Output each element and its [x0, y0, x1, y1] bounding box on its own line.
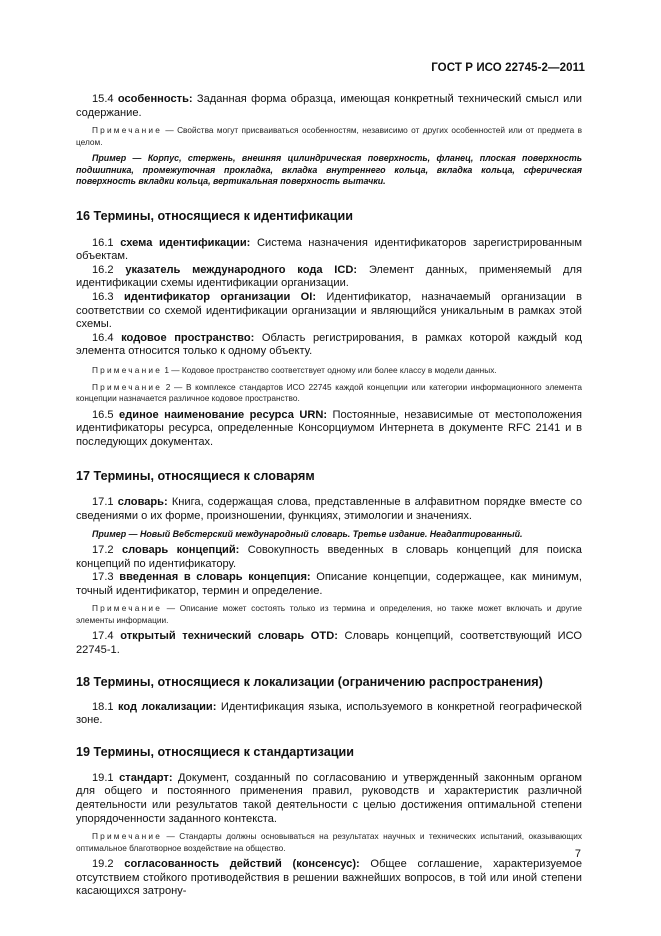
note-16-4-2: Примечание 2 — В комплексе стандартов ИСО 22745 каждой концепции или категории информационного элемента концепции назначается различное кодовое пространство.: [76, 381, 582, 404]
term-19-2: 19.2 согласованность действий (консенсус): Общее соглашение, характеризуемое отсутствием стойкого противодействия в решении важнейших вопросов, в той или иной степени касающихся затрону-: [76, 858, 582, 898]
term-16-4: 16.4 кодовое пространство: Область регистрирования, в рамках которой каждый код элемента относится только к одному объекту.: [76, 331, 582, 358]
term-16-3: 16.3 идентификатор организации OI: Идентификатор, назначаемый организации в соответствии со схемой идентификации организации и являющийся уникальным в рамках этой схемы.: [76, 291, 582, 331]
term-15-4: 15.4 особенность: Заданная форма образца, имеющая конкретный технический смысл или содержание.: [76, 93, 582, 119]
term-17-2: 17.2 словарь концепций: Совокупность введенных в словарь концепций для поиска концепций по идентификатору.: [76, 544, 582, 570]
example-17-1: Пример — Новый Вебстерский международный словарь. Третье издание. Неадаптированный.: [92, 528, 523, 539]
note-16-4-1: Примечание 1 — Кодовое пространство соответствует одному или более классу в модели данных.: [92, 365, 497, 376]
term-18-1: 18.1 код локализации: Идентификация языка, используемого в конкретной географической зоне.: [76, 700, 582, 727]
term-16-1: 16.1 схема идентификации: Система назначения идентификаторов зарегистрированным объектам.: [76, 236, 582, 263]
note-17-3: Примечание — Описание может состоять только из термина и определения, но также может включать и другие элементы информации.: [76, 603, 583, 625]
section-19-title: 19 Термины, относящиеся к стандартизации: [76, 744, 354, 759]
term-17-4: 17.4 открытый технический словарь OTD: Словарь концепций, соответствующий ИСО 22745-1.: [76, 630, 582, 656]
note-19-1: Примечание — Стандарты должны основываться на результатах научных и технических испытаний, оказывающих оптимальное благотворное воздействие на общество.: [76, 831, 582, 853]
example-15-4: Пример — Корпус, стержень, внешняя цилиндрическая поверхность, фланец, плоская поверхность подшипника, промежуточная прокладка, вкладка внутреннего кольца, вкладка кольца, сферическая поверхность вкладки кольца, вертикальная поверхность вытачки.: [76, 153, 582, 187]
document-body: [76, 93, 582, 899]
standard-header: ГОСТ Р ИСО 22745-2—2011: [431, 62, 585, 74]
term-19-1: 19.1 стандарт: Документ, созданный по согласованию и утвержденный законным органом для общего и постоянного применения правил, руководств и характеристик различной деятельности или результатов такой деятельности с целью достижения оптимальной степени упорядоченности заданного контекста.: [76, 771, 582, 825]
term-17-1: 17.1 словарь: Книга, содержащая слова, представленные в алфавитном порядке вместе со сведениями о их форме, произношении, функциях, этимологии и значениях.: [76, 496, 582, 522]
section-18-title: 18 Термины, относящиеся к локализации (ограничению распространения): [76, 674, 543, 689]
note-15-4: Примечание — Свойства могут присваиваться особенностям, независимо от других особенностей или от предмета в целом.: [76, 125, 582, 147]
page-number: 7: [574, 848, 581, 860]
section-17-title: 17 Термины, относящиеся к словарям: [76, 469, 315, 484]
section-16-title: 16 Термины, относящиеся к идентификации: [76, 208, 353, 223]
term-16-5: 16.5 единое наименование ресурса URN: Постоянные, независимые от местоположения идентификаторы ресурса, определенные Консорциумом Интернета в документе RFC 2141 и в последующих документах.: [76, 408, 582, 448]
term-17-3: 17.3 введенная в словарь концепция: Описание концепции, содержащее, как минимум, точный идентификатор, термин и определение.: [76, 571, 582, 597]
term-16-2: 16.2 указатель международного кода ICD: Элемент данных, применяемый для идентификации схемы идентификации организации.: [76, 263, 582, 290]
